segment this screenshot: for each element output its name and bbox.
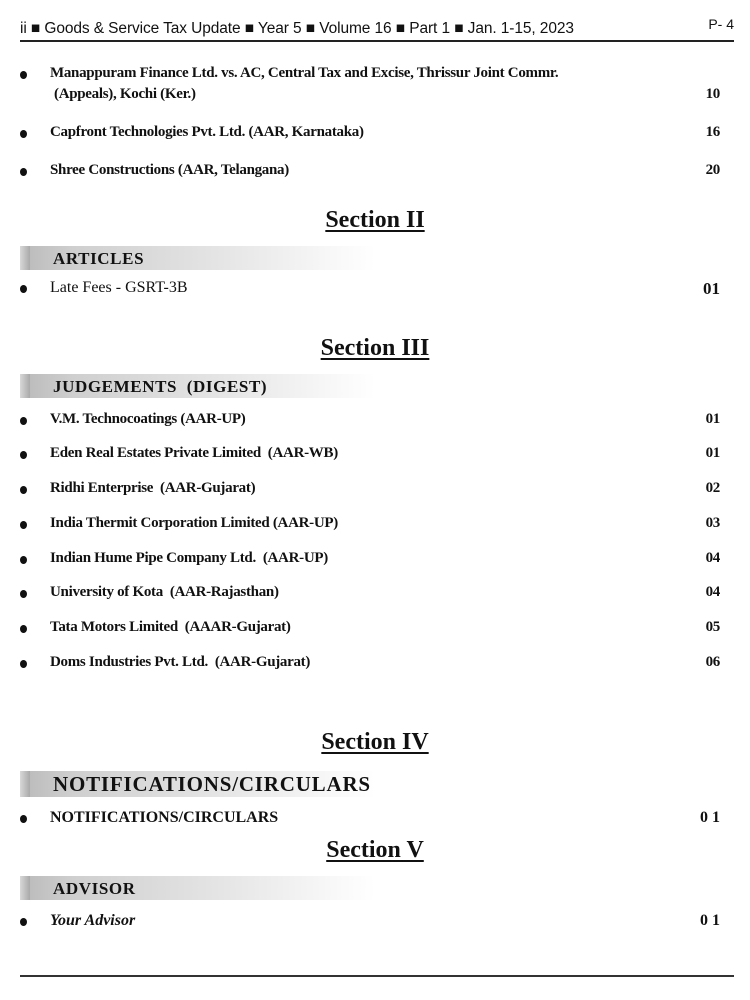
- bullet-icon: [20, 451, 27, 459]
- entry-title: India Thermit Corporation Limited (AAR-UP): [50, 515, 338, 531]
- section-title-text: Section II: [325, 207, 425, 233]
- entry-page: 01: [705, 411, 720, 427]
- section-title: [0, 837, 750, 864]
- entry-page: 10: [705, 86, 720, 102]
- entry-page: 04: [705, 584, 720, 600]
- toc-entry: [20, 480, 720, 500]
- bullet-icon: [20, 130, 27, 138]
- toc-entry: [20, 445, 720, 465]
- section-heading: ARTICLES: [53, 249, 145, 268]
- section-title: [0, 335, 750, 362]
- entry-title: Indian Hume Pipe Company Ltd. (AAR-UP): [50, 550, 328, 566]
- entry-title: Shree Constructions (AAR, Telangana): [50, 162, 289, 178]
- section-heading-band: [20, 246, 375, 270]
- footer-rule: [20, 975, 734, 977]
- toc-entry: [20, 411, 720, 431]
- toc-entry: [20, 584, 720, 604]
- section-title-text: Section IV: [321, 729, 429, 755]
- entry-page: 03: [705, 515, 720, 531]
- running-header: [20, 18, 734, 42]
- section-title: [0, 207, 750, 234]
- entry-page: 02: [705, 480, 720, 496]
- section-heading: NOTIFICATIONS/CIRCULARS: [53, 772, 371, 796]
- entry-page: 01: [703, 279, 720, 298]
- bullet-icon: [20, 590, 27, 598]
- toc-entry: [20, 124, 720, 144]
- entry-title: Ridhi Enterprise (AAR-Gujarat): [50, 480, 256, 496]
- toc-entry: [20, 654, 720, 674]
- bullet-icon: [20, 815, 27, 823]
- section-heading-band: [20, 374, 375, 398]
- entry-title-continued: (Appeals), Kochi (Ker.): [54, 86, 196, 102]
- entry-page: 16: [705, 124, 720, 140]
- entry-title: Eden Real Estates Private Limited (AAR-WB): [50, 445, 338, 461]
- section-heading-band: [20, 876, 375, 900]
- bullet-icon: [20, 168, 27, 176]
- entry-page: 0 1: [700, 912, 720, 929]
- section-heading-band: [20, 771, 375, 797]
- entry-page: 04: [705, 550, 720, 566]
- bullet-icon: [20, 556, 27, 564]
- toc-entry: [20, 550, 720, 570]
- section-heading: JUDGEMENTS (DIGEST): [53, 377, 268, 396]
- entry-title: Your Advisor: [50, 912, 136, 929]
- bullet-icon: [20, 918, 27, 926]
- toc-entry: [20, 162, 720, 182]
- toc-entry: [20, 619, 720, 639]
- entry-title: NOTIFICATIONS/CIRCULARS: [50, 809, 279, 826]
- bullet-icon: [20, 486, 27, 494]
- bullet-icon: [20, 521, 27, 529]
- entry-page: 0 1: [700, 809, 720, 826]
- toc-entry: [20, 515, 720, 535]
- entry-title: University of Kota (AAR-Rajasthan): [50, 584, 279, 600]
- section-title: [0, 729, 750, 756]
- bullet-icon: [20, 285, 27, 293]
- entry-title: Late Fees - GSRT-3B: [50, 279, 188, 296]
- section-heading: ADVISOR: [53, 879, 136, 898]
- header-page-number: P- 4: [708, 16, 734, 32]
- bullet-icon: [20, 71, 27, 79]
- bullet-icon: [20, 660, 27, 668]
- entry-title: Manappuram Finance Ltd. vs. AC, Central Tax and Excise, Thrissur Joint Commr.: [50, 65, 559, 81]
- entry-title: Doms Industries Pvt. Ltd. (AAR-Gujarat): [50, 654, 311, 670]
- toc-entry: [20, 912, 720, 932]
- entry-page: 06: [705, 654, 720, 670]
- bullet-icon: [20, 417, 27, 425]
- section-title-text: Section III: [320, 335, 430, 361]
- entry-title: Capfront Technologies Pvt. Ltd. (AAR, Karnataka): [50, 124, 364, 140]
- entry-page: 01: [705, 445, 720, 461]
- toc-entry: [20, 809, 720, 829]
- header-publication-info: ii ■ Goods & Service Tax Update ■ Year 5 ■ Volume 16 ■ Part 1 ■ Jan. 1-15, 2023: [20, 20, 574, 37]
- entry-title: Tata Motors Limited (AAAR-Gujarat): [50, 619, 291, 635]
- toc-entry: [20, 65, 720, 107]
- toc-entry: [20, 279, 720, 299]
- entry-page: 05: [705, 619, 720, 635]
- section-title-text: Section V: [326, 837, 424, 863]
- entry-title: V.M. Technocoatings (AAR-UP): [50, 411, 246, 427]
- entry-page: 20: [705, 162, 720, 178]
- bullet-icon: [20, 625, 27, 633]
